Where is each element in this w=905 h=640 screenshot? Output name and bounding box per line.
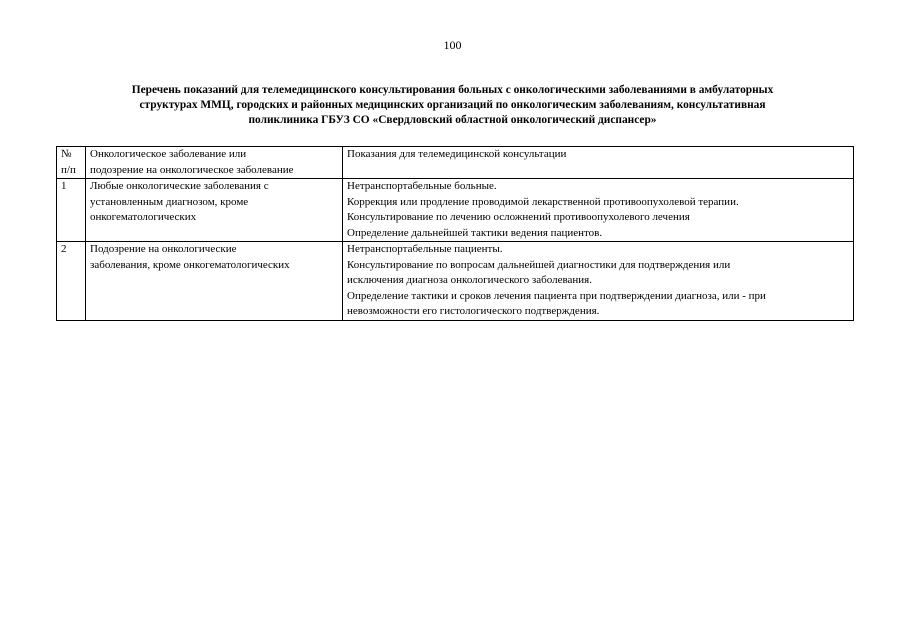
cell-line: Онкологическое заболевание или — [90, 148, 247, 160]
cell-line: № — [61, 148, 72, 160]
table-row — [57, 242, 854, 321]
cell-line: установленным диагнозом, кроме — [90, 195, 249, 208]
cell-line: заболевания, кроме онкогематологических — [90, 258, 290, 271]
cell-line: Консультирование по вопросам дальнейшей диагностики для подтверждения или — [347, 258, 731, 271]
cell-line: Подозрение на онкологические — [90, 243, 237, 255]
cell-line: 2 — [61, 243, 67, 255]
cell-line: Показания для телемедицинской консультации — [347, 148, 567, 160]
table-row — [57, 179, 854, 242]
cell-line: Нетранспортабельные больные. — [347, 180, 497, 192]
page-number: 100 — [443, 38, 462, 52]
title-line: структурах ММЦ, городских и районных медицинских организаций по онкологическим заболеваниям, консультативная — [139, 99, 766, 111]
cell-indications — [343, 242, 854, 321]
document-title — [70, 83, 835, 128]
cell-line: Определение тактики и сроков лечения пациента при подтверждении диагноза, или - при — [347, 289, 766, 302]
cell-line: п/п — [61, 163, 76, 176]
header-cell-indications — [343, 147, 854, 179]
cell-line: Любые онкологические заболевания с — [90, 180, 269, 192]
header-cell-disease — [86, 147, 343, 179]
cell-line: Нетранспортабельные пациенты. — [347, 243, 503, 255]
table-header-row — [57, 147, 854, 179]
cell-disease — [86, 179, 343, 242]
cell-number — [57, 242, 86, 321]
title-line: Перечень показаний для телемедицинского консультирования больных с онкологическими заболеваниями в амбулаторных — [131, 84, 774, 96]
cell-indications — [343, 179, 854, 242]
title-line: поликлиника ГБУЗ СО «Свердловский областной онкологический диспансер» — [248, 114, 657, 126]
cell-disease — [86, 242, 343, 321]
header-cell-number — [57, 147, 86, 179]
cell-line: исключения диагноза онкологического заболевания. — [347, 274, 592, 286]
cell-line: невозможности его гистологического подтверждения. — [347, 305, 600, 317]
cell-line: Консультирование по лечению осложнений противоопухолевого лечения — [347, 211, 690, 223]
cell-line: 1 — [61, 180, 67, 192]
indications-table — [56, 146, 854, 321]
cell-line: Определение дальнейшей тактики ведения пациентов. — [347, 226, 603, 239]
cell-line: онкогематологических — [90, 211, 197, 223]
cell-number — [57, 179, 86, 242]
cell-line: Коррекция или продление проводимой лекарственной противоопухолевой терапии. — [347, 195, 739, 208]
cell-line: подозрение на онкологическое заболевание — [90, 163, 294, 176]
